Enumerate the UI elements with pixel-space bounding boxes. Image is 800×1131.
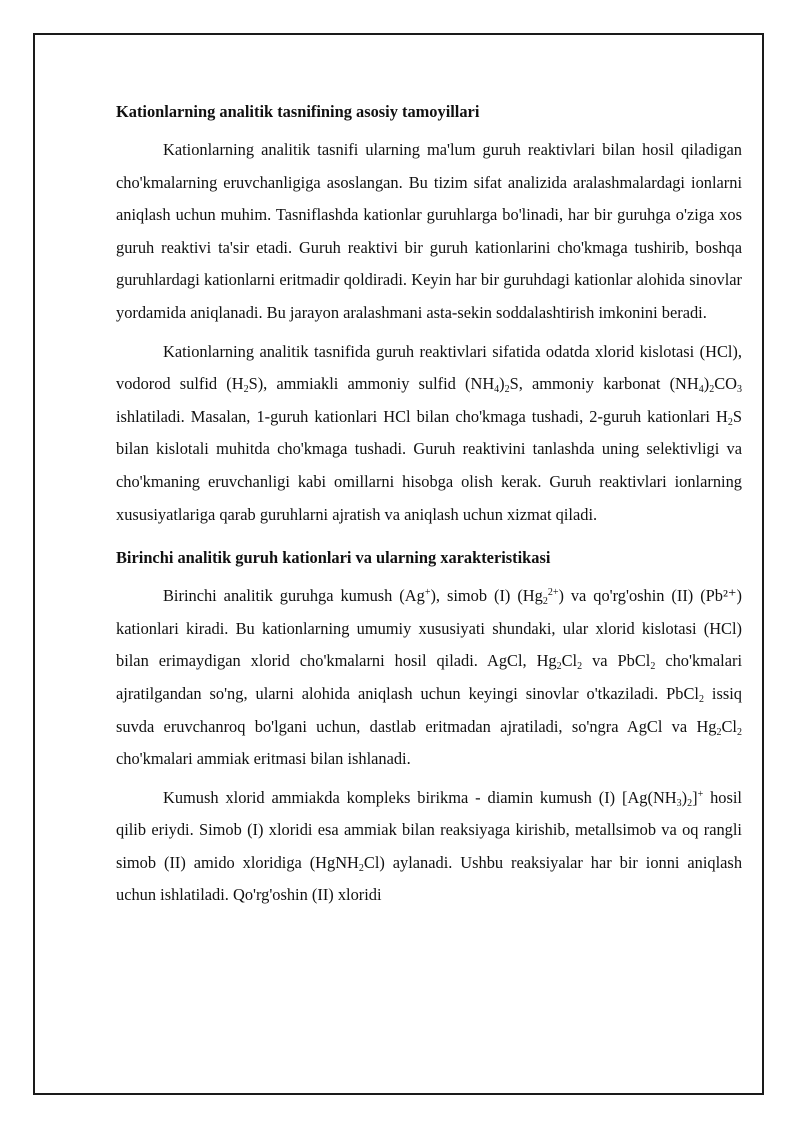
- document-body: [116, 96, 742, 912]
- paragraph-3: Birinchi analitik guruhga kumush (Ag+), simob (I) $(Hg_2^{2+})$ va qo'rg'oshin (II) (Pb²⁺) kationlari kiradi. Bu kationlarning umumiy xususiyati shundaki, ular xlorid kislotasi (HCl) bilan erimaydigan xlorid cho'kmalarni hosil qiladi. AgCl, $Hg_2Cl_2$ va PbCl$_2$ cho'kmalari ajratilgandan so'ng, ularni alohida aniqlash uchun keyingi sinovlar o'tkaziladi. PbCl$_2$ issiq suvda eruvchanroq bo'lgani uchun, dastlab eritmadan ajratiladi, so'ngra AgCl va $Hg_2Cl_2$ cho'kmalari ammiak eritmasi bilan ishlanadi.: [116, 586, 743, 769]
- paragraph-1: Kationlarning analitik tasnifi ularning ma'lum guruh reaktivlari bilan hosil qiladigan cho'kmalarning eruvchanligiga asoslangan. Bu tizim sifat analizida aralashmalardagi ionlarni aniqlash uchun muhim. Tasniflashda kationlar guruhlarga bo'linadi, har bir guruhga o'ziga xos guruh reaktivi ta'sir etadi. Guruh reaktivi bir guruh kationlarini cho'kmaga tushirib, boshqa guruhlardagi kationlarni eritmadir qoldiradi. Keyin har bir guruhdagi kationlar alohida sinovlar yordamida aniqlanadi. Bu jarayon aralashmani asta-sekin soddalashtirish imkonini beradi.: [116, 140, 742, 322]
- paragraph-2: Kationlarning analitik tasnifida guruh reaktivlari sifatida odatda xlorid kislotasi (HCl), vodorod sulfid $(H_2S)$, ammiakli ammoniy sulfid $(NH_4)_2S$, ammoniy karbonat $(NH_4)_2CO_3$ ishlatiladi. Masalan, 1-guruh kationlari HCl bilan cho'kmaga tushadi, 2-guruh kationlari $H_2S$ bilan kislotali muhitda cho'kmaga tushadi. Guruh reaktivini tanlashda uning selektivligi va cho'kmaning eruvchanligi kabi omillarni hisobga olish kerak. Guruh reaktivlari ionlarning xususiyatlariga qarab guruhlarni ajratish va aniqlash uchun xizmat qiladi.: [116, 341, 742, 524]
- section-heading-1: Kationlarning analitik tasnifining asosiy tamoyillari: [116, 102, 480, 121]
- paragraph-4: Kumush xlorid ammiakda kompleks birikma - diamin kumush (I) $[Ag(NH_3)_2]^+$ hosil qilib eriydi. Simob (I) xloridi esa ammiak bilan reaksiyaga kirishib, metallsimob va oq rangli simob (II) amido xloridiga (HgNH$_2$Cl) aylanadi. Ushbu reaksiyalar har bir ionni aniqlash uchun ishlatiladi. Qo'rg'oshin (II) xloridi: [116, 787, 743, 905]
- section-heading-2: Birinchi analitik guruh kationlari va ularning xarakteristikasi: [116, 548, 551, 568]
